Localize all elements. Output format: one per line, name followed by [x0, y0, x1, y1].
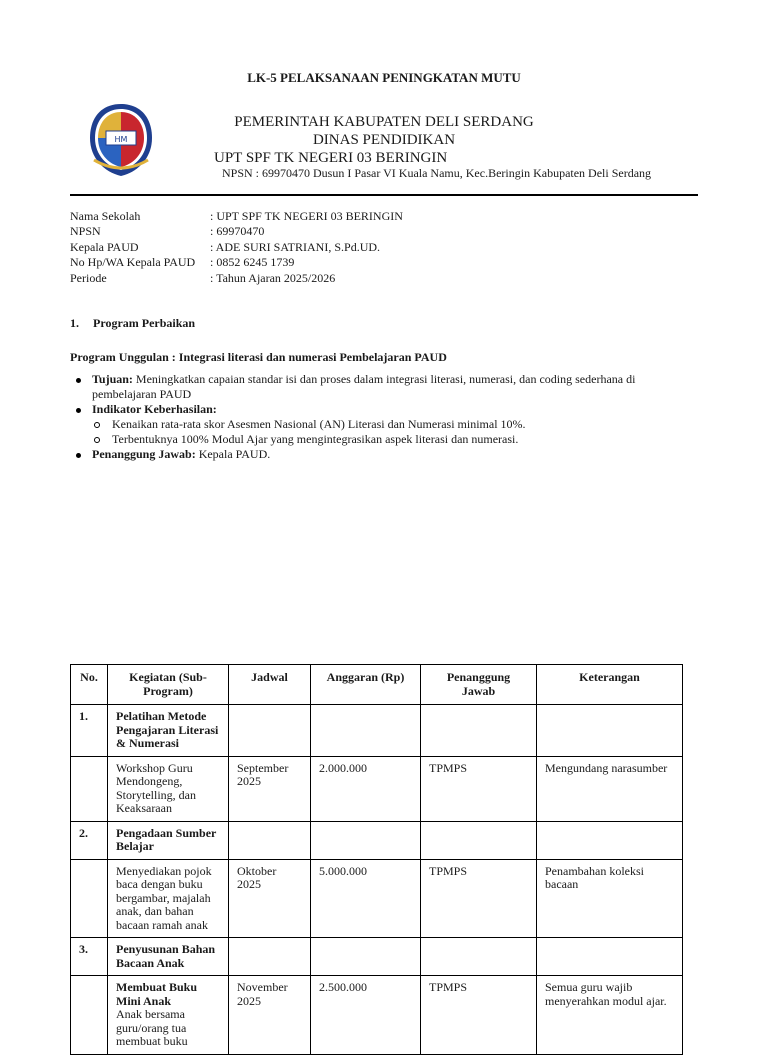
- cell-pj: [421, 705, 537, 757]
- table-row: [71, 859, 683, 938]
- tujuan-text: Meningkatkan capaian standar isi dan proses dalam integrasi literasi, numerasi, dan coding sederhana di pembelajaran PAUD: [92, 372, 636, 401]
- bullet-dot-icon: [76, 378, 81, 383]
- table-row: [71, 821, 683, 859]
- header-divider: [70, 194, 698, 196]
- cell-pj: TPMPS: [421, 976, 537, 1055]
- cell-pj: TPMPS: [421, 859, 537, 938]
- cell-jadwal: Oktober 2025: [229, 859, 311, 938]
- col-header-anggaran: Anggaran (Rp): [311, 665, 421, 705]
- cell-ket: [537, 938, 683, 976]
- kop-line-pemerintah: PEMERINTAH KABUPATEN DELI SERDANG: [234, 114, 534, 130]
- table-row: [71, 705, 683, 757]
- indikator-item: [76, 417, 698, 432]
- kegiatan-detail: Anak bersama guru/orang tua membuat buku: [116, 1007, 188, 1048]
- cell-no: [71, 859, 108, 938]
- info-value: : ADE SURI SATRIANI, S.Pd.UD.: [210, 239, 381, 254]
- cell-kegiatan: Menyediakan pojok baca dengan buku bergambar, majalah anak, dan bahan bacaan ramah anak: [108, 859, 229, 938]
- program-title: Program Unggulan : Integrasi literasi dan numerasi Pembelajaran PAUD: [70, 350, 447, 364]
- table-row: [71, 938, 683, 976]
- kop-line-upt: UPT SPF TK NEGERI 03 BERINGIN: [214, 150, 448, 166]
- cell-anggaran: [311, 821, 421, 859]
- table-header-row: [71, 665, 683, 705]
- info-value: : Tahun Ajaran 2025/2026: [210, 270, 336, 285]
- pj-text: Kepala PAUD.: [195, 447, 271, 461]
- info-row: [70, 271, 403, 286]
- info-row: [70, 255, 403, 270]
- col-header-penanggung-jawab: Penanggung Jawab: [421, 665, 537, 705]
- cell-anggaran: 2.500.000: [311, 976, 421, 1055]
- cell-no: 1.: [71, 705, 108, 757]
- table-row: [71, 976, 683, 1055]
- cell-jadwal: [229, 705, 311, 757]
- cell-anggaran: 2.000.000: [311, 756, 421, 821]
- table-row: [71, 756, 683, 821]
- cell-no: [71, 756, 108, 821]
- tujuan-label: Tujuan:: [92, 372, 133, 386]
- kop-npsn-address: NPSN : 69970470 Dusun I Pasar VI Kuala Namu, Kec.Beringin Kabupaten Deli Serdang: [222, 166, 652, 180]
- info-label: Nama Sekolah: [70, 209, 141, 223]
- cell-ket: Mengundang narasumber: [537, 756, 683, 821]
- cell-ket: Semua guru wajib menyerahkan modul ajar.: [537, 976, 683, 1055]
- cell-kegiatan: Pelatihan Metode Pengajaran Literasi & Numerasi: [108, 705, 229, 757]
- cell-no: 3.: [71, 938, 108, 976]
- cell-kegiatan: Workshop Guru Mendongeng, Storytelling, dan Keaksaraan: [108, 756, 229, 821]
- bullet-tujuan: [76, 372, 698, 402]
- cell-ket: Penambahan koleksi bacaan: [537, 859, 683, 938]
- col-header-kegiatan: Kegiatan (Sub-Program): [108, 665, 229, 705]
- info-value: : UPT SPF TK NEGERI 03 BERINGIN: [210, 209, 403, 223]
- section-heading: [70, 316, 195, 331]
- section-number: 1.: [70, 316, 79, 330]
- cell-anggaran: [311, 938, 421, 976]
- svg-text:HM: HM: [114, 135, 128, 144]
- cell-kegiatan: Pengadaan Sumber Belajar: [108, 821, 229, 859]
- info-value: : 0852 6245 1739: [210, 255, 295, 270]
- indikator-text: Terbentuknya 100% Modul Ajar yang mengintegrasikan aspek literasi dan numerasi.: [112, 432, 519, 446]
- info-label: Periode: [70, 270, 107, 285]
- school-info: [70, 209, 403, 286]
- bullet-dot-icon: [76, 453, 81, 458]
- program-bullets: [76, 372, 698, 462]
- col-header-keterangan: Keterangan: [537, 665, 683, 705]
- cell-anggaran: 5.000.000: [311, 859, 421, 938]
- cell-pj: TPMPS: [421, 756, 537, 821]
- bullet-dot-icon: [76, 408, 81, 413]
- bullet-circle-icon: [94, 437, 100, 443]
- cell-jadwal: [229, 821, 311, 859]
- info-row: [70, 209, 403, 224]
- info-label: No Hp/WA Kepala PAUD: [70, 255, 196, 270]
- kop-line-dinas: DINAS PENDIDIKAN: [312, 132, 456, 148]
- info-label: NPSN: [70, 224, 101, 239]
- cell-ket: [537, 821, 683, 859]
- cell-ket: [537, 705, 683, 757]
- cell-jadwal: September 2025: [229, 756, 311, 821]
- info-label: Kepala PAUD: [70, 239, 139, 254]
- col-header-no: No.: [71, 665, 108, 705]
- indikator-text: Kenaikan rata-rata skor Asesmen Nasional (AN) Literasi dan Numerasi minimal 10%.: [112, 417, 526, 431]
- cell-pj: [421, 821, 537, 859]
- activity-table: [70, 664, 683, 1055]
- bullet-circle-icon: [94, 422, 100, 428]
- cell-kegiatan: Penyusunan Bahan Bacaan Anak: [108, 938, 229, 976]
- indikator-item: [76, 432, 698, 447]
- cell-no: 2.: [71, 821, 108, 859]
- col-header-jadwal: Jadwal: [229, 665, 311, 705]
- cell-jadwal: [229, 938, 311, 976]
- section-title: Program Perbaikan: [93, 316, 196, 330]
- info-value: : 69970470: [210, 224, 265, 239]
- cell-pj: [421, 938, 537, 976]
- bullet-penanggung-jawab: [76, 447, 698, 462]
- info-row: [70, 240, 403, 255]
- bullet-indikator: [76, 402, 698, 417]
- info-row: [70, 224, 403, 239]
- kegiatan-title: Membuat Buku Mini Anak: [116, 980, 198, 1008]
- cell-kegiatan: [108, 976, 229, 1055]
- pj-label: Penanggung Jawab:: [92, 447, 196, 461]
- cell-anggaran: [311, 705, 421, 757]
- document-title: LK-5 PELAKSANAAN PENINGKATAN MUTU: [247, 70, 521, 85]
- cell-no: [71, 976, 108, 1055]
- cell-jadwal: November 2025: [229, 976, 311, 1055]
- indikator-label: Indikator Keberhasilan:: [92, 402, 217, 416]
